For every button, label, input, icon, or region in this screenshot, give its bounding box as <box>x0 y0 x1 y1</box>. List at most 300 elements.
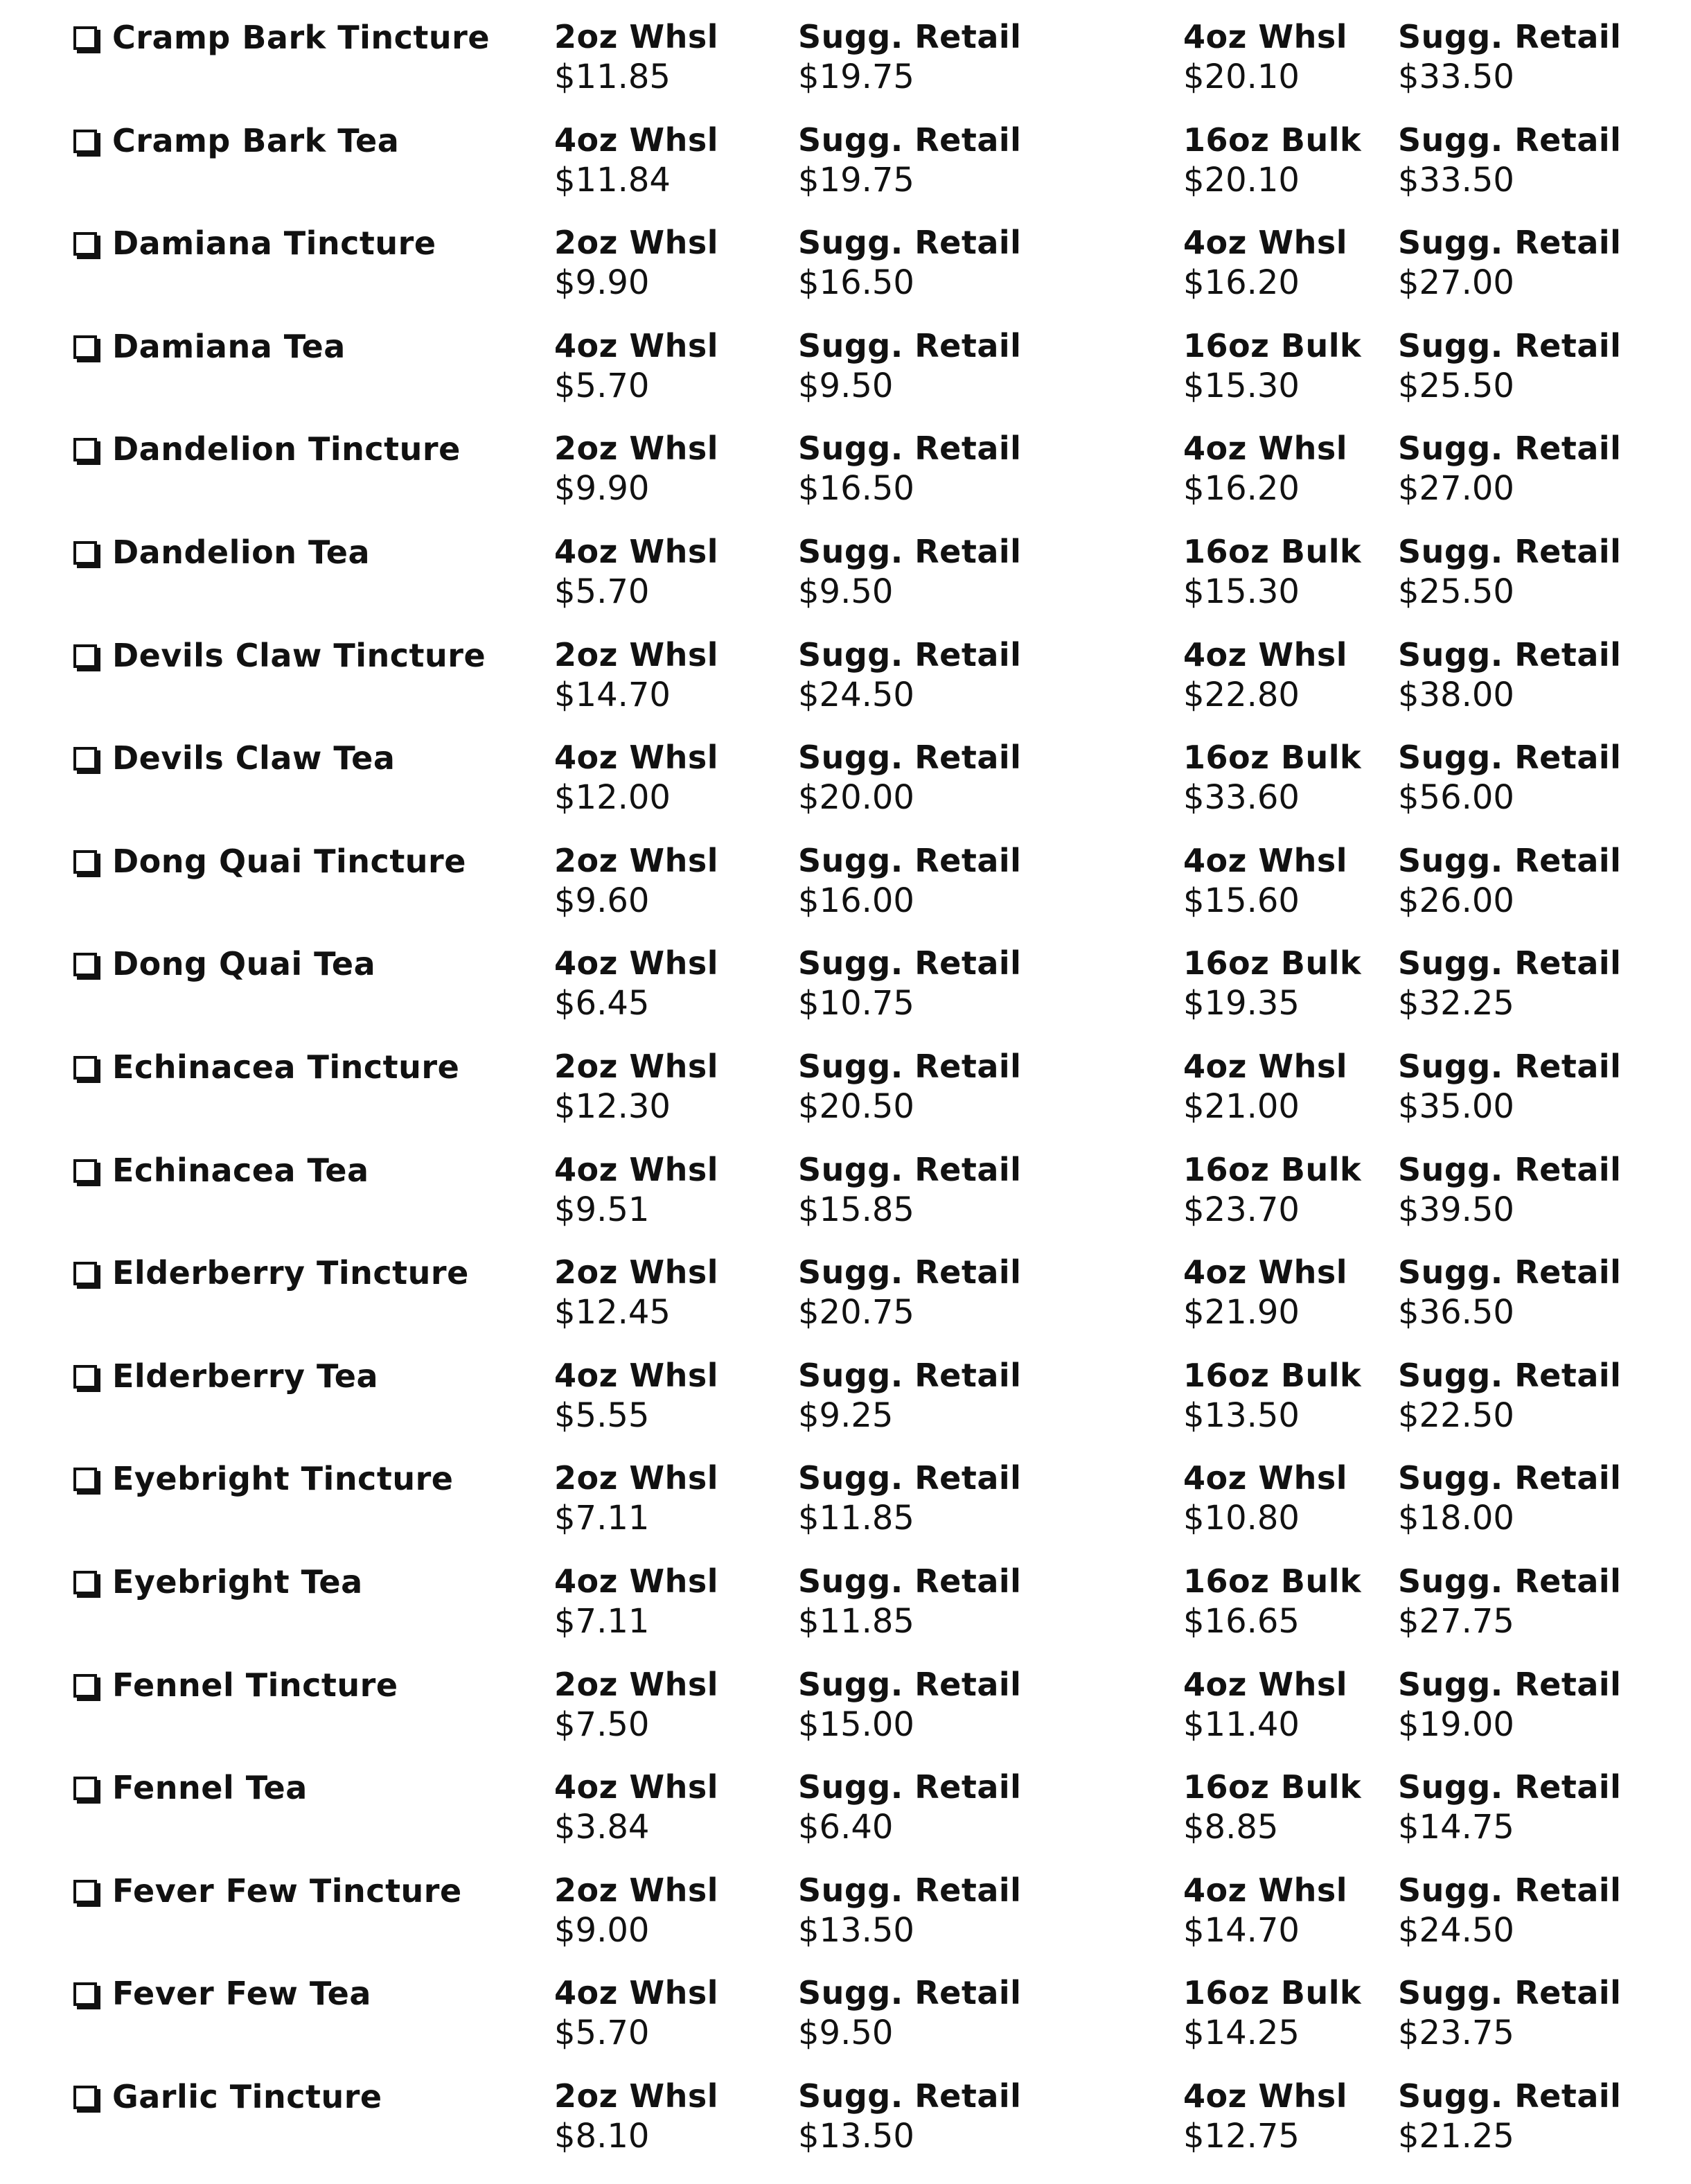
wholesale-small-price: $9.60 <box>554 881 650 920</box>
retail-small-cell <box>798 1046 1021 1127</box>
retail-large-label: Sugg. Retail <box>1398 944 1622 983</box>
retail-large-label: Sugg. Retail <box>1398 533 1622 570</box>
retail-small-label: Sugg. Retail <box>798 1459 1022 1497</box>
product-row <box>0 737 1691 840</box>
retail-large-label: Sugg. Retail <box>1398 1768 1622 1806</box>
product-row <box>0 222 1691 325</box>
retail-large-price: $25.50 <box>1398 366 1514 405</box>
checkbox-icon[interactable] <box>73 1571 97 1594</box>
retail-large-price: $32.25 <box>1398 984 1514 1023</box>
retail-large-cell <box>1398 1973 1621 2053</box>
retail-small-cell <box>798 326 1021 406</box>
product-label <box>73 17 490 58</box>
product-name: Dandelion Tea <box>112 534 371 571</box>
product-name: Echinacea Tincture <box>112 1048 460 1086</box>
retail-small-price: $6.40 <box>798 1808 894 1847</box>
wholesale-small-price: $9.90 <box>554 469 650 509</box>
product-label <box>73 1561 363 1603</box>
wholesale-small-cell <box>554 1561 718 1641</box>
retail-large-price: $25.50 <box>1398 572 1514 611</box>
product-name: Garlic Tincture <box>112 2078 382 2115</box>
wholesale-small-price: $11.85 <box>554 58 671 96</box>
wholesale-large-price: $19.35 <box>1183 984 1300 1023</box>
product-name: Cramp Bark Tincture <box>112 19 490 56</box>
wholesale-small-label: 2oz Whsl <box>554 2077 719 2115</box>
retail-large-label: Sugg. Retail <box>1398 841 1622 879</box>
product-name: Devils Claw Tea <box>112 739 396 777</box>
retail-large-cell <box>1398 120 1621 200</box>
wholesale-large-cell <box>1183 635 1347 715</box>
wholesale-large-price: $14.25 <box>1183 2014 1300 2053</box>
product-row <box>0 326 1691 428</box>
retail-small-price: $19.75 <box>798 58 914 96</box>
retail-small-cell <box>798 635 1021 715</box>
wholesale-large-label: 4oz Whsl <box>1183 635 1348 673</box>
retail-large-cell <box>1398 1870 1621 1950</box>
wholesale-large-price: $21.90 <box>1183 1293 1300 1332</box>
retail-small-label: Sugg. Retail <box>798 1253 1022 1292</box>
retail-small-cell <box>798 1870 1021 1950</box>
product-row <box>0 531 1691 634</box>
product-row <box>0 428 1691 531</box>
checkbox-icon[interactable] <box>73 1982 97 2006</box>
retail-large-price: $27.75 <box>1398 1602 1514 1641</box>
wholesale-large-label: 16oz Bulk <box>1183 121 1362 159</box>
wholesale-large-label: 4oz Whsl <box>1183 1871 1348 1909</box>
wholesale-large-cell <box>1183 1046 1347 1127</box>
wholesale-small-label: 4oz Whsl <box>554 739 719 777</box>
wholesale-small-label: 2oz Whsl <box>554 1253 719 1292</box>
wholesale-small-label: 2oz Whsl <box>554 1665 719 1703</box>
retail-small-price: $9.50 <box>798 366 894 405</box>
retail-small-price: $9.50 <box>798 2014 894 2053</box>
wholesale-small-price: $9.51 <box>554 1190 650 1229</box>
wholesale-small-cell <box>554 531 718 612</box>
product-row <box>0 1973 1691 2075</box>
retail-large-cell <box>1398 531 1621 612</box>
wholesale-small-cell <box>554 737 718 818</box>
product-name: Echinacea Tea <box>112 1151 369 1189</box>
retail-small-price: $15.00 <box>798 1705 914 1744</box>
wholesale-large-price: $12.75 <box>1183 2117 1300 2156</box>
product-label <box>73 943 375 985</box>
checkbox-icon[interactable] <box>73 1468 97 1491</box>
retail-small-price: $10.75 <box>798 984 914 1023</box>
wholesale-large-price: $10.80 <box>1183 1499 1300 1538</box>
wholesale-large-label: 4oz Whsl <box>1183 1253 1348 1292</box>
wholesale-large-cell <box>1183 1767 1361 1847</box>
retail-small-label: Sugg. Retail <box>798 121 1022 159</box>
wholesale-large-price: $22.80 <box>1183 675 1300 714</box>
retail-large-price: $24.50 <box>1398 1910 1514 1950</box>
retail-small-price: $11.85 <box>798 1499 914 1538</box>
retail-large-cell <box>1398 1561 1621 1641</box>
retail-large-cell <box>1398 1252 1621 1332</box>
wholesale-small-label: 2oz Whsl <box>554 430 719 468</box>
product-row <box>0 1046 1691 1149</box>
checkbox-icon[interactable] <box>73 850 97 874</box>
retail-small-label: Sugg. Retail <box>798 635 1022 673</box>
wholesale-small-price: $8.10 <box>554 2117 650 2156</box>
product-label <box>73 1355 378 1397</box>
retail-small-cell <box>798 531 1021 612</box>
checkbox-icon[interactable] <box>73 644 97 668</box>
product-label <box>73 1252 469 1294</box>
wholesale-small-cell <box>554 1664 718 1745</box>
wholesale-small-cell <box>554 1870 718 1950</box>
retail-small-label: Sugg. Retail <box>798 430 1022 468</box>
wholesale-small-cell <box>554 428 718 509</box>
wholesale-large-label: 4oz Whsl <box>1183 1459 1348 1497</box>
product-row <box>0 840 1691 943</box>
retail-small-label: Sugg. Retail <box>798 841 1022 879</box>
retail-large-label: Sugg. Retail <box>1398 18 1622 55</box>
retail-small-label: Sugg. Retail <box>798 1871 1022 1909</box>
product-name: Elderberry Tincture <box>112 1254 469 1292</box>
retail-large-cell <box>1398 635 1621 715</box>
wholesale-large-label: 4oz Whsl <box>1183 224 1348 262</box>
product-name: Fever Few Tea <box>112 1975 371 2013</box>
wholesale-small-price: $9.00 <box>554 1910 650 1950</box>
retail-large-label: Sugg. Retail <box>1398 1048 1622 1085</box>
product-row <box>0 635 1691 737</box>
retail-small-price: $15.85 <box>798 1190 914 1229</box>
retail-small-label: Sugg. Retail <box>798 739 1022 777</box>
wholesale-large-label: 16oz Bulk <box>1183 326 1362 364</box>
product-row <box>0 943 1691 1046</box>
retail-large-label: Sugg. Retail <box>1398 739 1622 777</box>
retail-large-price: $19.00 <box>1398 1705 1514 1744</box>
retail-small-cell <box>798 2076 1021 2156</box>
product-name: Eyebright Tincture <box>112 1460 454 1498</box>
product-label <box>73 1870 462 1912</box>
retail-large-cell <box>1398 1046 1621 1127</box>
wholesale-small-cell <box>554 1150 718 1230</box>
wholesale-large-cell <box>1183 222 1347 303</box>
wholesale-small-price: $12.45 <box>554 1293 671 1332</box>
wholesale-large-label: 16oz Bulk <box>1183 1974 1362 2012</box>
retail-small-cell <box>798 1973 1021 2053</box>
retail-large-label: Sugg. Retail <box>1398 224 1622 262</box>
product-name: Dong Quai Tea <box>112 945 376 983</box>
retail-large-price: $27.00 <box>1398 469 1514 509</box>
product-label <box>73 2076 382 2117</box>
retail-small-cell <box>798 840 1021 921</box>
checkbox-icon[interactable] <box>73 747 97 770</box>
retail-small-cell <box>798 120 1021 200</box>
product-label <box>73 1664 398 1706</box>
product-name: Fennel Tea <box>112 1769 308 1807</box>
wholesale-large-label: 4oz Whsl <box>1183 1665 1348 1703</box>
retail-large-cell <box>1398 222 1621 303</box>
checkbox-icon[interactable] <box>73 335 97 359</box>
retail-large-cell <box>1398 1767 1621 1847</box>
wholesale-small-label: 4oz Whsl <box>554 1150 719 1188</box>
retail-large-price: $38.00 <box>1398 675 1514 714</box>
retail-small-label: Sugg. Retail <box>798 944 1022 983</box>
retail-small-cell <box>798 1458 1021 1538</box>
wholesale-small-cell <box>554 222 718 303</box>
wholesale-small-label: 4oz Whsl <box>554 121 719 159</box>
wholesale-large-price: $13.50 <box>1183 1395 1300 1435</box>
wholesale-large-price: $23.70 <box>1183 1190 1300 1229</box>
wholesale-large-price: $20.10 <box>1183 160 1300 200</box>
checkbox-icon[interactable] <box>73 1777 97 1800</box>
retail-small-price: $20.75 <box>798 1293 914 1332</box>
product-name: Fennel Tincture <box>112 1666 398 1704</box>
wholesale-small-label: 4oz Whsl <box>554 1974 719 2012</box>
product-label <box>73 222 436 264</box>
checkbox-icon[interactable] <box>73 1262 97 1285</box>
checkbox-icon[interactable] <box>73 1159 97 1183</box>
wholesale-large-cell <box>1183 943 1361 1023</box>
checkbox-icon[interactable] <box>73 438 97 461</box>
retail-large-price: $35.00 <box>1398 1087 1514 1126</box>
retail-large-cell <box>1398 943 1621 1023</box>
retail-large-price: $26.00 <box>1398 881 1514 920</box>
wholesale-small-cell <box>554 2076 718 2156</box>
product-row <box>0 1355 1691 1458</box>
wholesale-large-price: $16.65 <box>1183 1602 1300 1641</box>
checkbox-icon[interactable] <box>73 1674 97 1698</box>
retail-small-cell <box>798 428 1021 509</box>
retail-small-price: $13.50 <box>798 1910 914 1950</box>
wholesale-small-price: $9.90 <box>554 263 650 303</box>
product-row <box>0 17 1691 119</box>
retail-small-price: $20.50 <box>798 1087 914 1126</box>
wholesale-large-cell <box>1183 1150 1361 1230</box>
retail-small-price: $13.50 <box>798 2117 914 2156</box>
wholesale-large-label: 16oz Bulk <box>1183 1150 1362 1188</box>
wholesale-large-cell <box>1183 1664 1347 1745</box>
retail-large-price: $33.50 <box>1398 160 1514 200</box>
wholesale-small-cell <box>554 1355 718 1436</box>
retail-small-price: $11.85 <box>798 1602 914 1641</box>
retail-small-cell <box>798 17 1021 97</box>
wholesale-large-cell <box>1183 840 1347 921</box>
retail-large-label: Sugg. Retail <box>1398 430 1622 468</box>
retail-large-label: Sugg. Retail <box>1398 635 1622 673</box>
product-label <box>73 1046 459 1088</box>
retail-large-cell <box>1398 840 1621 921</box>
wholesale-large-label: 4oz Whsl <box>1183 1048 1348 1085</box>
wholesale-small-price: $7.50 <box>554 1705 650 1744</box>
wholesale-large-label: 16oz Bulk <box>1183 1562 1362 1600</box>
wholesale-large-cell <box>1183 326 1361 406</box>
wholesale-small-label: 2oz Whsl <box>554 1871 719 1909</box>
retail-large-price: $56.00 <box>1398 778 1514 818</box>
checkbox-icon[interactable] <box>73 1880 97 1903</box>
wholesale-large-cell <box>1183 428 1347 509</box>
retail-small-label: Sugg. Retail <box>798 18 1022 55</box>
retail-small-label: Sugg. Retail <box>798 1048 1022 1085</box>
retail-small-cell <box>798 1252 1021 1332</box>
checkbox-icon[interactable] <box>73 130 97 153</box>
wholesale-large-cell <box>1183 1355 1361 1436</box>
product-label <box>73 428 461 470</box>
retail-large-label: Sugg. Retail <box>1398 1871 1622 1909</box>
wholesale-small-price: $5.70 <box>554 572 650 611</box>
wholesale-large-cell <box>1183 1973 1361 2053</box>
retail-small-price: $19.75 <box>798 160 914 200</box>
wholesale-small-label: 4oz Whsl <box>554 1768 719 1806</box>
product-label <box>73 635 486 676</box>
wholesale-large-cell <box>1183 2076 1347 2156</box>
product-row <box>0 1458 1691 1560</box>
product-name: Cramp Bark Tea <box>112 121 400 159</box>
wholesale-large-price: $15.30 <box>1183 366 1300 405</box>
checkbox-icon[interactable] <box>73 2086 97 2109</box>
product-label <box>73 1767 308 1808</box>
wholesale-large-price: $21.00 <box>1183 1087 1300 1126</box>
retail-small-label: Sugg. Retail <box>798 1562 1022 1600</box>
retail-large-price: $27.00 <box>1398 263 1514 303</box>
checkbox-icon[interactable] <box>73 1056 97 1080</box>
wholesale-small-label: 4oz Whsl <box>554 944 719 983</box>
wholesale-small-price: $14.70 <box>554 675 671 714</box>
wholesale-large-label: 4oz Whsl <box>1183 2077 1348 2115</box>
wholesale-small-price: $5.70 <box>554 2014 650 2053</box>
wholesale-small-cell <box>554 1767 718 1847</box>
retail-small-label: Sugg. Retail <box>798 326 1022 364</box>
checkbox-icon[interactable] <box>73 26 97 50</box>
retail-small-label: Sugg. Retail <box>798 1768 1022 1806</box>
retail-large-cell <box>1398 326 1621 406</box>
retail-small-cell <box>798 222 1021 303</box>
wholesale-large-label: 16oz Bulk <box>1183 533 1362 570</box>
product-label <box>73 326 346 367</box>
retail-large-cell <box>1398 1664 1621 1745</box>
product-row <box>0 1664 1691 1767</box>
wholesale-large-cell <box>1183 737 1361 818</box>
retail-small-label: Sugg. Retail <box>798 533 1022 570</box>
checkbox-icon[interactable] <box>73 541 97 565</box>
wholesale-small-cell <box>554 326 718 406</box>
wholesale-small-label: 2oz Whsl <box>554 1048 719 1085</box>
checkbox-icon[interactable] <box>73 1365 97 1389</box>
retail-large-label: Sugg. Retail <box>1398 1459 1622 1497</box>
wholesale-small-label: 2oz Whsl <box>554 224 719 262</box>
retail-small-label: Sugg. Retail <box>798 224 1022 262</box>
wholesale-large-price: $14.70 <box>1183 1910 1300 1950</box>
wholesale-large-label: 16oz Bulk <box>1183 1768 1362 1806</box>
retail-large-price: $33.50 <box>1398 58 1514 96</box>
product-name: Devils Claw Tincture <box>112 636 486 674</box>
product-name: Elderberry Tea <box>112 1357 379 1395</box>
wholesale-small-price: $5.70 <box>554 366 650 405</box>
wholesale-small-label: 4oz Whsl <box>554 1562 719 1600</box>
retail-large-price: $18.00 <box>1398 1499 1514 1538</box>
retail-small-cell <box>798 1767 1021 1847</box>
product-row <box>0 1767 1691 1869</box>
product-row <box>0 1561 1691 1664</box>
product-row <box>0 2076 1691 2178</box>
wholesale-large-cell <box>1183 120 1361 200</box>
wholesale-small-price: $6.45 <box>554 984 650 1023</box>
product-row <box>0 120 1691 222</box>
wholesale-large-label: 4oz Whsl <box>1183 18 1348 55</box>
retail-small-label: Sugg. Retail <box>798 1150 1022 1188</box>
retail-large-cell <box>1398 1150 1621 1230</box>
retail-small-label: Sugg. Retail <box>798 1974 1022 2012</box>
wholesale-large-price: $15.30 <box>1183 572 1300 611</box>
retail-large-cell <box>1398 1355 1621 1436</box>
retail-large-cell <box>1398 2076 1621 2156</box>
wholesale-small-label: 4oz Whsl <box>554 533 719 570</box>
wholesale-large-cell <box>1183 531 1361 612</box>
retail-small-label: Sugg. Retail <box>798 2077 1022 2115</box>
product-label <box>73 1150 369 1191</box>
retail-large-price: $39.50 <box>1398 1190 1514 1229</box>
wholesale-large-price: $16.20 <box>1183 263 1300 303</box>
retail-large-price: $21.25 <box>1398 2117 1514 2156</box>
retail-large-label: Sugg. Retail <box>1398 1562 1622 1600</box>
retail-small-price: $20.00 <box>798 778 914 818</box>
product-name: Fever Few Tincture <box>112 1872 462 1910</box>
wholesale-small-cell <box>554 120 718 200</box>
retail-small-price: $16.00 <box>798 881 914 920</box>
wholesale-small-label: 4oz Whsl <box>554 326 719 364</box>
retail-large-label: Sugg. Retail <box>1398 121 1622 159</box>
retail-large-label: Sugg. Retail <box>1398 2077 1622 2115</box>
retail-small-price: $16.50 <box>798 263 914 303</box>
wholesale-large-price: $15.60 <box>1183 881 1300 920</box>
wholesale-large-label: 16oz Bulk <box>1183 1356 1362 1394</box>
product-label <box>73 1458 453 1499</box>
product-label <box>73 840 466 882</box>
wholesale-small-label: 2oz Whsl <box>554 841 719 879</box>
product-label <box>73 737 395 779</box>
retail-large-cell <box>1398 428 1621 509</box>
checkbox-icon[interactable] <box>73 953 97 976</box>
wholesale-small-cell <box>554 840 718 921</box>
wholesale-large-label: 4oz Whsl <box>1183 430 1348 468</box>
product-name: Eyebright Tea <box>112 1563 363 1601</box>
wholesale-large-cell <box>1183 1561 1361 1641</box>
product-name: Damiana Tea <box>112 327 346 365</box>
retail-small-price: $9.25 <box>798 1395 894 1435</box>
wholesale-large-label: 16oz Bulk <box>1183 944 1362 983</box>
retail-small-cell <box>798 1355 1021 1436</box>
product-row <box>0 1252 1691 1355</box>
retail-small-price: $9.50 <box>798 572 894 611</box>
retail-large-label: Sugg. Retail <box>1398 1150 1622 1188</box>
retail-large-cell <box>1398 17 1621 97</box>
wholesale-small-cell <box>554 635 718 715</box>
wholesale-small-label: 2oz Whsl <box>554 1459 719 1497</box>
wholesale-large-price: $8.85 <box>1183 1808 1279 1847</box>
retail-small-price: $16.50 <box>798 469 914 509</box>
product-label <box>73 1973 371 2014</box>
product-name: Dong Quai Tincture <box>112 842 466 880</box>
wholesale-small-label: 4oz Whsl <box>554 1356 719 1394</box>
wholesale-small-cell <box>554 1252 718 1332</box>
product-label <box>73 120 399 161</box>
checkbox-icon[interactable] <box>73 232 97 256</box>
wholesale-small-price: $7.11 <box>554 1602 650 1641</box>
product-name: Damiana Tincture <box>112 224 436 263</box>
wholesale-small-cell <box>554 17 718 97</box>
wholesale-large-price: $33.60 <box>1183 778 1300 818</box>
wholesale-large-cell <box>1183 1458 1347 1538</box>
retail-large-label: Sugg. Retail <box>1398 1974 1622 2012</box>
retail-large-label: Sugg. Retail <box>1398 326 1622 364</box>
retail-small-cell <box>798 1150 1021 1230</box>
retail-large-price: $36.50 <box>1398 1293 1514 1332</box>
product-row <box>0 1150 1691 1252</box>
retail-small-cell <box>798 1664 1021 1745</box>
retail-large-label: Sugg. Retail <box>1398 1665 1622 1703</box>
